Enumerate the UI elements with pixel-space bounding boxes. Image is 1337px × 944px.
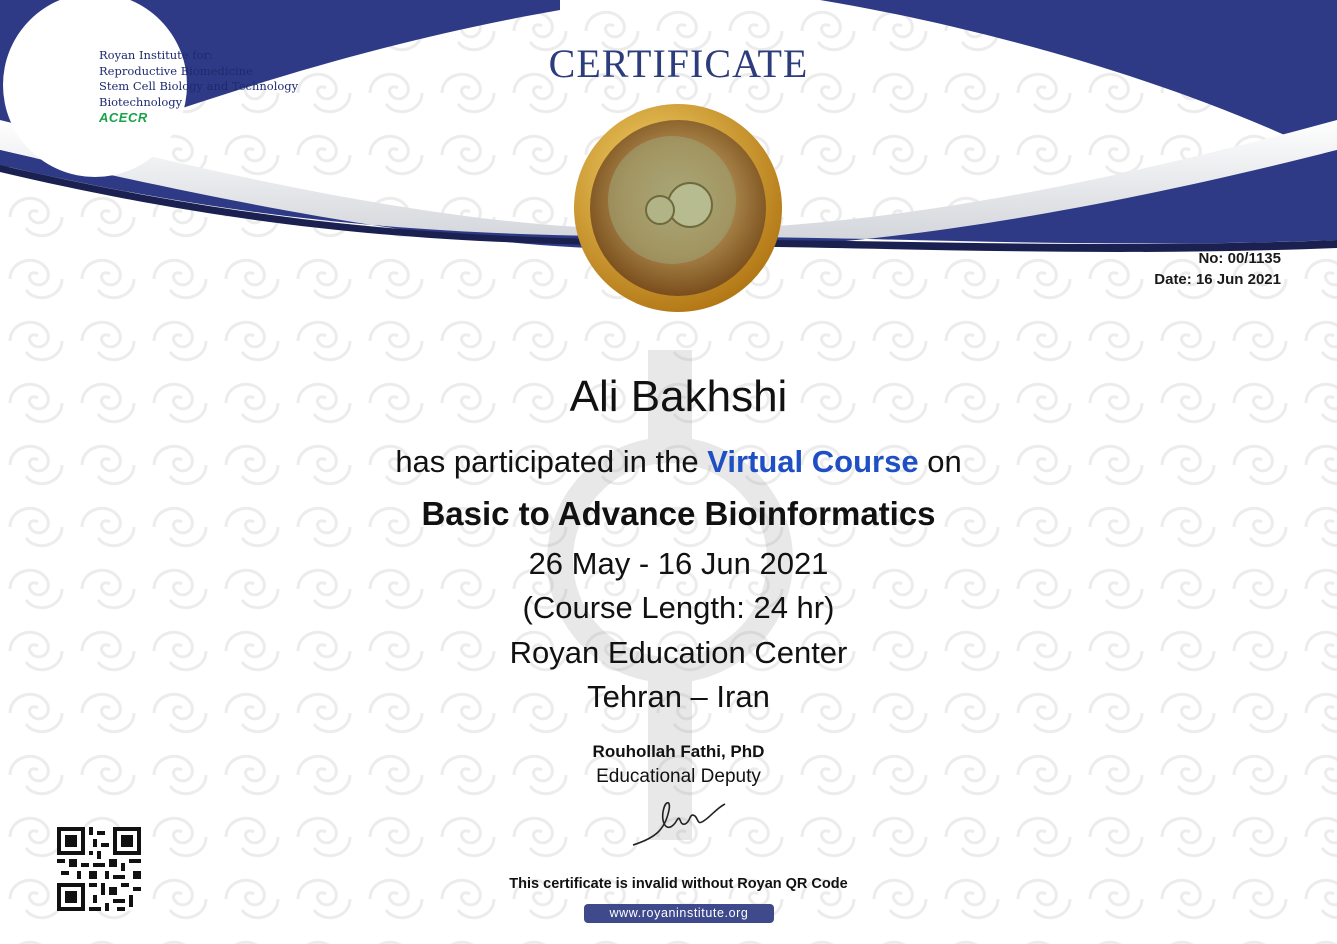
virtual-course-highlight: Virtual Course <box>707 444 919 479</box>
institute-line: Reproductive Biomedicine <box>99 63 253 78</box>
education-center: Royan Education Center <box>509 635 848 670</box>
signer-role: Educational Deputy <box>596 766 761 787</box>
qr-code[interactable] <box>57 827 141 911</box>
institute-line: Stem Cell Biology and Technology <box>99 79 299 93</box>
institute-line: Biotechnology <box>99 94 183 109</box>
certificate-date: Date: 16 Jun 2021 <box>1154 271 1281 288</box>
course-title: Basic to Advance Bioinformatics <box>421 495 936 532</box>
certificate-title: CERTIFICATE <box>548 41 809 86</box>
participation-prefix: has participated in the <box>395 444 699 479</box>
institute-line: Royan Institute for: <box>99 48 213 62</box>
participation-suffix: on <box>927 444 962 479</box>
course-dates: 26 May - 16 Jun 2021 <box>528 546 829 581</box>
course-length: (Course Length: 24 hr) <box>522 590 835 625</box>
certificate-number: No: 00/1135 <box>1198 250 1281 267</box>
invalid-notice: This certificate is invalid without Royan QR Code <box>509 876 848 892</box>
website-link[interactable]: www.royaninstitute.org <box>584 904 774 923</box>
certificate-meta <box>1154 248 1281 290</box>
location: Tehran – Iran <box>587 679 770 714</box>
recipient-name: Ali Bakhshi <box>569 372 788 421</box>
signature-image <box>625 790 735 850</box>
signer-name: Rouhollah Fathi, PhD <box>592 742 765 761</box>
participation-statement <box>0 444 1337 480</box>
acecr-logo: ACECR <box>99 110 148 125</box>
